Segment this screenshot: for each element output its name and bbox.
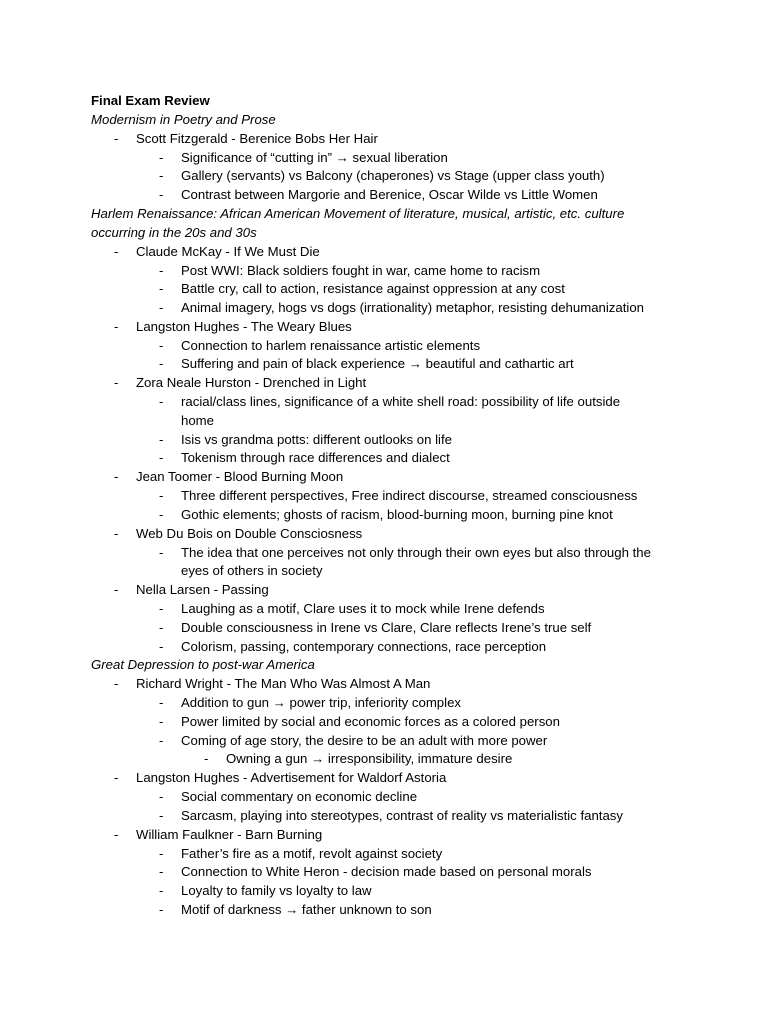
- list-dash: -: [159, 507, 164, 522]
- list-dash: -: [159, 902, 164, 917]
- list-dash: -: [159, 846, 164, 861]
- point-item: Power limited by social and economic forces as a colored person: [181, 714, 560, 729]
- point-item: Laughing as a motif, Clare uses it to mock while Irene defends: [181, 601, 545, 616]
- point-item: Suffering and pain of black experience → beautiful and cathartic art: [181, 356, 574, 371]
- point-item: Post WWI: Black soldiers fought in war, came home to racism: [181, 263, 541, 278]
- point-item: Social commentary on economic decline: [181, 789, 418, 804]
- list-dash: -: [114, 131, 119, 146]
- list-dash: -: [159, 620, 164, 635]
- point-item: Loyalty to family vs loyalty to law: [181, 883, 372, 898]
- point-item: Contrast between Margorie and Berenice, Oscar Wilde vs Little Women: [181, 187, 598, 202]
- list-dash: -: [159, 789, 164, 804]
- work-item: Zora Neale Hurston - Drenched in Light: [136, 375, 367, 390]
- point-item: Tokenism through race differences and dialect: [181, 450, 450, 465]
- list-dash: -: [159, 488, 164, 503]
- list-dash: -: [159, 601, 164, 616]
- list-dash: -: [159, 883, 164, 898]
- list-dash: -: [114, 526, 119, 541]
- point-item: Three different perspectives, Free indirect discourse, streamed consciousness: [181, 488, 638, 503]
- work-item: Langston Hughes - Advertisement for Waldorf Astoria: [136, 770, 447, 785]
- list-dash: -: [159, 695, 164, 710]
- work-item: Scott Fitzgerald - Berenice Bobs Her Hair: [136, 131, 378, 146]
- point-item: Connection to harlem renaissance artistic elements: [181, 338, 481, 353]
- point-item: Sarcasm, playing into stereotypes, contrast of reality vs materialistic fantasy: [181, 808, 623, 823]
- point-item: Battle cry, call to action, resistance against oppression at any cost: [181, 281, 565, 296]
- list-dash: -: [159, 168, 164, 183]
- list-dash: -: [159, 808, 164, 823]
- point-item: racial/class lines, significance of a white shell road: possibility of life outside: [181, 394, 621, 409]
- list-dash: -: [114, 582, 119, 597]
- list-dash: -: [114, 244, 119, 259]
- list-dash: -: [159, 281, 164, 296]
- list-dash: -: [159, 450, 164, 465]
- list-dash: -: [159, 150, 164, 165]
- list-dash: -: [159, 545, 164, 560]
- point-item: Significance of “cutting in” → sexual liberation: [181, 150, 448, 165]
- section-heading-harlem: Harlem Renaissance: African American Movement of literature, musical, artistic, etc. culture: [91, 206, 625, 221]
- section-heading-modernism: Modernism in Poetry and Prose: [91, 112, 276, 127]
- point-item: Father’s fire as a motif, revolt against society: [181, 846, 443, 861]
- subpoint-item: Owning a gun → irresponsibility, immature desire: [226, 751, 513, 766]
- list-dash: -: [159, 733, 164, 748]
- list-dash: -: [114, 375, 119, 390]
- list-dash: -: [114, 770, 119, 785]
- list-dash: -: [114, 676, 119, 691]
- section-heading-harlem-cont: occurring in the 20s and 30s: [91, 225, 257, 240]
- doc-title: Final Exam Review: [91, 93, 210, 108]
- list-dash: -: [204, 751, 209, 766]
- list-dash: -: [159, 263, 164, 278]
- list-dash: -: [159, 338, 164, 353]
- list-dash: -: [159, 639, 164, 654]
- list-dash: -: [114, 469, 119, 484]
- work-item: Nella Larsen - Passing: [136, 582, 269, 597]
- work-item: Richard Wright - The Man Who Was Almost A Man: [136, 676, 431, 691]
- point-item: Motif of darkness → father unknown to son: [181, 902, 432, 917]
- list-dash: -: [114, 827, 119, 842]
- point-item: Coming of age story, the desire to be an adult with more power: [181, 733, 548, 748]
- point-item: Double consciousness in Irene vs Clare, Clare reflects Irene’s true self: [181, 620, 592, 635]
- work-item: William Faulkner - Barn Burning: [136, 827, 323, 842]
- list-dash: -: [159, 864, 164, 879]
- section-heading-great-depression: Great Depression to post-war America: [91, 657, 315, 672]
- point-item: Addition to gun → power trip, inferiority complex: [181, 695, 461, 710]
- list-dash: -: [159, 300, 164, 315]
- point-item: Isis vs grandma potts: different outlooks on life: [181, 432, 452, 447]
- point-item: Gothic elements; ghosts of racism, blood-burning moon, burning pine knot: [181, 507, 613, 522]
- work-item: Langston Hughes - The Weary Blues: [136, 319, 352, 334]
- point-item: Connection to White Heron - decision made based on personal morals: [181, 864, 592, 879]
- point-item: The idea that one perceives not only through their own eyes but also through the: [181, 545, 651, 560]
- list-dash: -: [159, 187, 164, 202]
- work-item: Claude McKay - If We Must Die: [136, 244, 320, 259]
- list-dash: -: [159, 394, 164, 409]
- work-item: Web Du Bois on Double Consciosness: [136, 526, 363, 541]
- point-item: Animal imagery, hogs vs dogs (irrationality) metaphor, resisting dehumanization: [181, 300, 644, 315]
- work-item: Jean Toomer - Blood Burning Moon: [136, 469, 344, 484]
- point-item-cont: home: [181, 413, 214, 428]
- point-item: Colorism, passing, contemporary connections, race perception: [181, 639, 547, 654]
- point-item: Gallery (servants) vs Balcony (chaperones) vs Stage (upper class youth): [181, 168, 605, 183]
- list-dash: -: [159, 356, 164, 371]
- list-dash: -: [159, 432, 164, 447]
- list-dash: -: [114, 319, 119, 334]
- point-item-cont: eyes of others in society: [181, 563, 323, 578]
- list-dash: -: [159, 714, 164, 729]
